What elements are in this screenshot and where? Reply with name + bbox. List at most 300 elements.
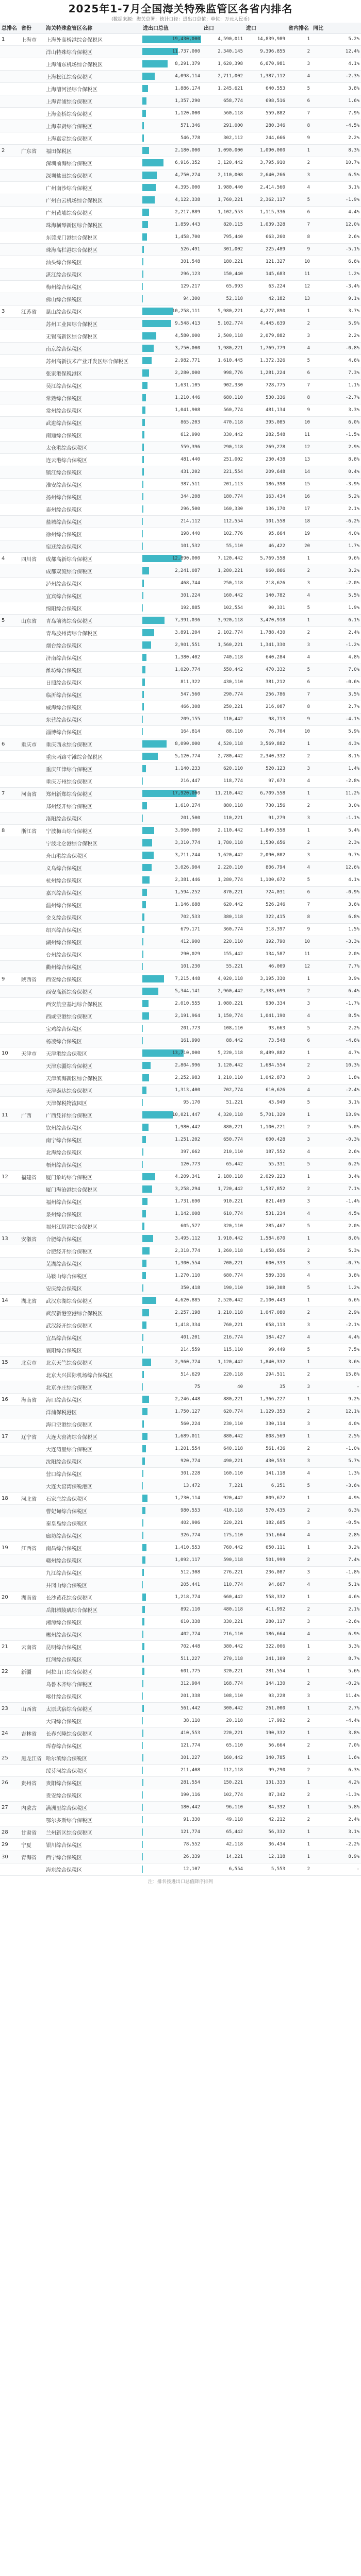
cell-zone-name: 东营综合保税区: [44, 713, 141, 725]
cell-province-rank: 2: [287, 1504, 311, 1517]
cell-province-rank: 19: [287, 528, 311, 540]
total-value: 980,553: [180, 1508, 200, 1513]
cell-export: 2,780,442: [202, 750, 244, 762]
total-value: 3,026,904: [175, 865, 200, 870]
cell-total: [141, 762, 202, 775]
total-value: 1,313,400: [175, 1088, 200, 1093]
cell-yoy: 2.7%: [311, 701, 361, 713]
total-data-bar: [142, 1148, 201, 1156]
total-value: 2,381,446: [175, 877, 200, 883]
cell-rank: [0, 874, 20, 886]
cell-import: 269,278: [244, 441, 287, 453]
cell-yoy: 5.1%: [311, 1579, 361, 1591]
cell-import: 98,713: [244, 713, 287, 725]
total-value: 3,960,000: [175, 828, 200, 833]
total-data-bar: [142, 1705, 201, 1712]
cell-rank: [0, 1195, 20, 1208]
total-value: 326,774: [180, 1533, 200, 1538]
table-row: [0, 206, 361, 218]
cell-total: [141, 1232, 202, 1245]
cell-rank: [0, 1084, 20, 1096]
cell-province-rank: 2: [287, 1368, 311, 1381]
cell-yoy: 3.6%: [311, 1356, 361, 1368]
cell-province-rank: 1: [287, 1826, 311, 1838]
total-data-bar: [142, 1556, 201, 1564]
cell-export: 330,221: [202, 1616, 244, 1628]
cell-yoy: -0.2%: [311, 1677, 361, 1690]
cell-province: [20, 1628, 44, 1640]
cell-yoy: -3.9%: [311, 478, 361, 490]
cell-province: [20, 1455, 44, 1467]
cell-yoy: 7.7%: [311, 960, 361, 973]
cell-province-rank: 12: [287, 441, 311, 453]
total-data-bar: [142, 1049, 201, 1057]
total-data-bar: [142, 802, 201, 809]
cell-export: 190,110: [202, 1282, 244, 1294]
cell-import: 600,428: [244, 1133, 287, 1146]
total-data-bar: [142, 938, 201, 945]
total-value: 1,210,446: [175, 395, 200, 400]
cell-zone-name: 天津东疆综合保税区: [44, 1059, 141, 1072]
cell-zone-name: 银川综合保税区: [44, 1838, 141, 1851]
cell-province-rank: 9: [287, 713, 311, 725]
cell-total: [141, 688, 202, 701]
table-row: [0, 441, 361, 453]
total-value: 13,710,000: [172, 1050, 200, 1056]
cell-yoy: 8.8%: [311, 453, 361, 466]
table-row: [0, 1356, 361, 1368]
cell-import: 640,284: [244, 651, 287, 664]
cell-yoy: -2.3%: [311, 70, 361, 82]
cell-zone-name: 西安高新综合保税区: [44, 985, 141, 997]
cell-export: 160,442: [202, 589, 244, 602]
cell-yoy: 10.7%: [311, 157, 361, 169]
cell-import: 5,769,558: [244, 552, 287, 565]
total-data-bar: [142, 444, 201, 451]
cell-total: [141, 1541, 202, 1554]
cell-export: 150,221: [202, 1776, 244, 1789]
cell-province-rank: 10: [287, 725, 311, 738]
table-row: [0, 1504, 361, 1517]
table-row: [0, 1084, 361, 1096]
cell-yoy: 5.2%: [311, 33, 361, 45]
cell-province: [20, 1653, 44, 1665]
table-row: [0, 762, 361, 775]
table-row: [0, 231, 361, 243]
table-row: [0, 404, 361, 416]
cell-rank: [0, 342, 20, 354]
cell-zone-name: 太原武宿综合保税区: [44, 1702, 141, 1715]
header-rank: 总排名: [0, 23, 20, 33]
cell-rank: [0, 1072, 20, 1084]
cell-province: [20, 1554, 44, 1566]
cell-province-rank: 3: [287, 169, 311, 181]
cell-zone-name: 郴州综合保税区: [44, 1628, 141, 1640]
cell-export: 175,110: [202, 1529, 244, 1541]
total-data-bar: [142, 1235, 201, 1242]
total-data-bar: [142, 1000, 201, 1007]
cell-export: 620,110: [202, 762, 244, 775]
cell-zone-name: 台州综合保税区: [44, 948, 141, 960]
cell-rank: [0, 293, 20, 305]
cell-yoy: 7.9%: [311, 107, 361, 120]
cell-province-rank: 1: [287, 1393, 311, 1405]
cell-import: 2,079,882: [244, 330, 287, 342]
cell-export: 702,774: [202, 1084, 244, 1096]
cell-import: 76,704: [244, 725, 287, 738]
cell-rank: [0, 1789, 20, 1801]
total-value: 1,730,114: [175, 1496, 200, 1501]
cell-rank: [0, 1220, 20, 1232]
cell-zone-name: 珲春综合保税区: [44, 1739, 141, 1752]
cell-zone-name: 北京大兴国际机场综合保税区: [44, 1368, 141, 1381]
total-data-bar: [142, 1680, 201, 1687]
cell-yoy: 2.0%: [311, 1220, 361, 1232]
cell-import: 12,118: [244, 1851, 287, 1863]
cell-zone-name: 上海嘉定综合保税区: [44, 132, 141, 144]
cell-zone-name: 镇江综合保税区: [44, 466, 141, 478]
cell-province: [20, 1715, 44, 1727]
cell-province: [20, 45, 44, 58]
cell-yoy: 3.4%: [311, 1171, 361, 1183]
total-value: 1,300,554: [175, 1261, 200, 1266]
cell-total: [141, 1752, 202, 1764]
cell-export: 180,221: [202, 256, 244, 268]
cell-yoy: 5.3%: [311, 1245, 361, 1257]
cell-rank: [0, 565, 20, 577]
total-value: 1,357,290: [175, 98, 200, 104]
cell-total: [141, 973, 202, 985]
cell-total: [141, 639, 202, 651]
total-value: 214,112: [180, 519, 200, 524]
cell-yoy: 1.2%: [311, 1282, 361, 1294]
cell-province: [20, 416, 44, 429]
cell-yoy: 3.3%: [311, 404, 361, 416]
cell-export: 270,118: [202, 1653, 244, 1665]
cell-total: [141, 899, 202, 911]
total-data-bar: [142, 889, 201, 896]
cell-import: 520,123: [244, 762, 287, 775]
total-data-bar: [142, 1742, 201, 1749]
cell-export: 380,442: [202, 1640, 244, 1653]
table-row: [0, 1838, 361, 1851]
cell-export: 216,774: [202, 1331, 244, 1344]
table-row: [0, 45, 361, 58]
cell-province: [20, 775, 44, 787]
table-row: [0, 1344, 361, 1356]
total-data-bar: [142, 1433, 201, 1440]
total-data-bar: [142, 518, 201, 525]
cell-yoy: 9.1%: [311, 293, 361, 305]
cell-province: [20, 1764, 44, 1776]
cell-rank: 10: [0, 1047, 20, 1059]
cell-province-rank: 4: [287, 181, 311, 194]
cell-province: [20, 1579, 44, 1591]
cell-total: [141, 1294, 202, 1307]
cell-rank: [0, 1208, 20, 1220]
ranking-table: [0, 23, 361, 1876]
cell-rank: 24: [0, 1727, 20, 1739]
cell-import: 2,340,332: [244, 750, 287, 762]
table-row: [0, 639, 361, 651]
cell-import: 322,006: [244, 1640, 287, 1653]
total-value: 601,775: [180, 1669, 200, 1674]
total-data-bar: [142, 1470, 201, 1477]
cell-rank: 28: [0, 1826, 20, 1838]
total-value: 811,322: [180, 680, 200, 685]
page-title: 2025年1-7月全国海关特殊监管区各省内排名: [68, 2, 293, 15]
cell-province-rank: 2: [287, 985, 311, 997]
cell-import: 35: [244, 1381, 287, 1393]
total-value: 2,901,551: [175, 642, 200, 648]
table-row: [0, 1455, 361, 1467]
cell-province-rank: 1: [287, 1838, 311, 1851]
cell-rank: [0, 157, 20, 169]
cell-province-rank: 6: [287, 676, 311, 688]
table-row: [0, 157, 361, 169]
cell-total: [141, 1220, 202, 1232]
cell-province: [20, 837, 44, 849]
cell-export: 620,442: [202, 899, 244, 911]
total-data-bar: [142, 48, 201, 55]
cell-zone-name: 南昌综合保税区: [44, 1541, 141, 1554]
cell-export: 115,110: [202, 1344, 244, 1356]
cell-rank: [0, 997, 20, 1010]
total-data-bar: [142, 270, 201, 278]
total-data-bar: [142, 901, 201, 908]
total-value: 4,098,114: [175, 74, 200, 79]
cell-total: [141, 528, 202, 540]
cell-yoy: 5.6%: [311, 1665, 361, 1677]
cell-province-rank: 4: [287, 1146, 311, 1158]
cell-zone-name: 上海青浦综合保税区: [44, 95, 141, 107]
cell-zone-name: 兰州新区综合保税区: [44, 1826, 141, 1838]
cell-province: [20, 1269, 44, 1282]
table-row: [0, 874, 361, 886]
table-row: [0, 787, 361, 800]
total-value: 2,982,771: [175, 358, 200, 363]
cell-total: [141, 540, 202, 552]
footer-note: 注：排名按进出口总值降序排列: [147, 1879, 213, 1885]
cell-province-rank: 3: [287, 1381, 311, 1393]
cell-import: 1,058,656: [244, 1245, 287, 1257]
cell-yoy: 4.1%: [311, 874, 361, 886]
cell-zone-name: 天津泰达综合保税区: [44, 1084, 141, 1096]
cell-province-rank: 3: [287, 1257, 311, 1269]
total-value: 1,041,908: [175, 408, 200, 413]
total-data-bar: [142, 827, 201, 834]
cell-province: [20, 441, 44, 453]
total-data-bar: [142, 580, 201, 587]
cell-import: 3,470,918: [244, 614, 287, 626]
total-value: 101,532: [180, 544, 200, 549]
cell-yoy: 1.1%: [311, 379, 361, 392]
total-data-bar: [142, 1420, 201, 1428]
table-row: [0, 1826, 361, 1838]
table-row: [0, 1319, 361, 1331]
cell-yoy: 2.3%: [311, 837, 361, 849]
cell-rank: [0, 466, 20, 478]
cell-export: 1,102,553: [202, 206, 244, 218]
cell-zone-name: 哈尔滨综合保税区: [44, 1752, 141, 1764]
cell-export: 470,118: [202, 416, 244, 429]
cell-zone-name: 贵阳综合保税区: [44, 1776, 141, 1789]
cell-total: [141, 367, 202, 379]
total-value: 2,010,555: [175, 1001, 200, 1006]
total-data-bar: [142, 1828, 201, 1836]
total-value: 2,252,983: [175, 1075, 200, 1080]
total-value: 211,408: [180, 1768, 200, 1773]
cell-province-rank: 3: [287, 849, 311, 861]
cell-import: 9,396,855: [244, 45, 287, 58]
cell-import: 559,882: [244, 107, 287, 120]
cell-zone-name: 营口综合保税区: [44, 1467, 141, 1480]
total-data-bar: [142, 852, 201, 859]
cell-total: [141, 614, 202, 626]
cell-province-rank: 1: [287, 1702, 311, 1715]
cell-rank: [0, 1035, 20, 1047]
total-value: 296,500: [180, 506, 200, 512]
cell-export: 820,115: [202, 218, 244, 231]
cell-total: [141, 1418, 202, 1430]
total-value: 3,891,204: [175, 630, 200, 635]
cell-yoy: 12.1%: [311, 1405, 361, 1418]
cell-yoy: 6.3%: [311, 1764, 361, 1776]
cell-rank: 19: [0, 1541, 20, 1554]
cell-import: 36,434: [244, 1838, 287, 1851]
table-row: [0, 70, 361, 82]
cell-total: [141, 1096, 202, 1109]
cell-rank: [0, 1467, 20, 1480]
cell-import: 5,553: [244, 1863, 287, 1875]
cell-total: [141, 948, 202, 960]
cell-zone-name: 天津保税物流园区: [44, 1096, 141, 1109]
cell-rank: 30: [0, 1851, 20, 1863]
cell-yoy: -2.4%: [311, 1084, 361, 1096]
total-data-bar: [142, 1569, 201, 1576]
table-row: [0, 132, 361, 144]
cell-rank: [0, 899, 20, 911]
cell-total: [141, 490, 202, 503]
cell-zone-name: 洛阳综合保税区: [44, 812, 141, 824]
cell-rank: [0, 1529, 20, 1541]
total-value: 1,092,117: [175, 1557, 200, 1563]
cell-province: 内蒙古: [20, 1801, 44, 1814]
cell-yoy: 6.3%: [311, 1504, 361, 1517]
cell-province: 重庆市: [20, 738, 44, 750]
total-value: 205,441: [180, 1582, 200, 1587]
cell-province: 广东省: [20, 144, 44, 157]
table-row: [0, 1566, 361, 1579]
cell-province: [20, 1208, 44, 1220]
cell-rank: [0, 354, 20, 367]
cell-import: 151,664: [244, 1529, 287, 1541]
cell-province-rank: 2: [287, 317, 311, 330]
table-row: [0, 1220, 361, 1232]
cell-import: 600,333: [244, 1257, 287, 1269]
cell-province: [20, 589, 44, 602]
table-row: [0, 1010, 361, 1022]
cell-export: 920,442: [202, 1492, 244, 1504]
total-data-bar: [142, 864, 201, 871]
cell-export: 108,110: [202, 1022, 244, 1035]
table-row: [0, 169, 361, 181]
cell-province-rank: 6: [287, 95, 311, 107]
cell-rank: [0, 1603, 20, 1616]
total-value: 526,491: [180, 247, 200, 252]
total-value: 26,339: [183, 1854, 200, 1859]
cell-export: 590,118: [202, 1554, 244, 1566]
cell-zone-name: 马鞍山综合保税区: [44, 1269, 141, 1282]
total-value: 1,218,774: [175, 1595, 200, 1600]
cell-rank: 1: [0, 33, 20, 45]
total-value: 1,980,442: [175, 1125, 200, 1130]
cell-zone-name: 珠海横琴新区综合保税区: [44, 218, 141, 231]
total-data-bar: [142, 1124, 201, 1131]
cell-yoy: 8.9%: [311, 1851, 361, 1863]
cell-province-rank: 5: [287, 1480, 311, 1492]
cell-rank: [0, 441, 20, 453]
cell-export: 20,118: [202, 1715, 244, 1727]
cell-zone-name: 廊坊综合保税区: [44, 1529, 141, 1541]
cell-province: [20, 1863, 44, 1875]
cell-export: 1,560,221: [202, 639, 244, 651]
cell-import: 55,331: [244, 1158, 287, 1171]
cell-zone-name: 舟山港综合保税区: [44, 849, 141, 861]
cell-province: [20, 70, 44, 82]
table-row: [0, 1640, 361, 1653]
cell-export: 1,280,221: [202, 565, 244, 577]
cell-zone-name: 井冈山综合保税区: [44, 1579, 141, 1591]
cell-export: 1,620,442: [202, 849, 244, 861]
cell-rank: 7: [0, 787, 20, 800]
cell-rank: [0, 1418, 20, 1430]
table-row: [0, 392, 361, 404]
cell-zone-name: 襄阳综合保税区: [44, 1344, 141, 1356]
cell-yoy: 7.1%: [311, 1183, 361, 1195]
cell-import: 90,331: [244, 602, 287, 614]
cell-province: [20, 936, 44, 948]
cell-zone-name: 绵阳综合保税区: [44, 602, 141, 614]
cell-province-rank: 8: [287, 911, 311, 923]
cell-zone-name: 广州黄埔综合保税区: [44, 206, 141, 218]
cell-zone-name: 杨凌综合保税区: [44, 1035, 141, 1047]
cell-province: 江西省: [20, 1541, 44, 1554]
cell-rank: 8: [0, 824, 20, 837]
table-row: [0, 194, 361, 206]
total-value: 301,224: [180, 593, 200, 598]
table-row: [0, 540, 361, 552]
total-value: 94,300: [183, 296, 200, 301]
cell-province: [20, 1096, 44, 1109]
cell-rank: [0, 1158, 20, 1171]
cell-zone-name: 连云港综合保税区: [44, 453, 141, 466]
cell-export: 155,442: [202, 948, 244, 960]
table-row: [0, 1331, 361, 1344]
cell-total: [141, 256, 202, 268]
table-row: [0, 849, 361, 861]
cell-zone-name: 福州综合保税区: [44, 1195, 141, 1208]
cell-zone-name: 沈阳综合保税区: [44, 1455, 141, 1467]
cell-import: 256,786: [244, 688, 287, 701]
cell-zone-name: 深圳前海综合保税区: [44, 157, 141, 169]
total-data-bar: [142, 85, 201, 92]
cell-province: 黑龙江省: [20, 1752, 44, 1764]
table-header-row: [0, 23, 361, 33]
table-row: [0, 1690, 361, 1702]
total-data-bar: [142, 703, 201, 710]
cell-yoy: 7.0%: [311, 664, 361, 676]
